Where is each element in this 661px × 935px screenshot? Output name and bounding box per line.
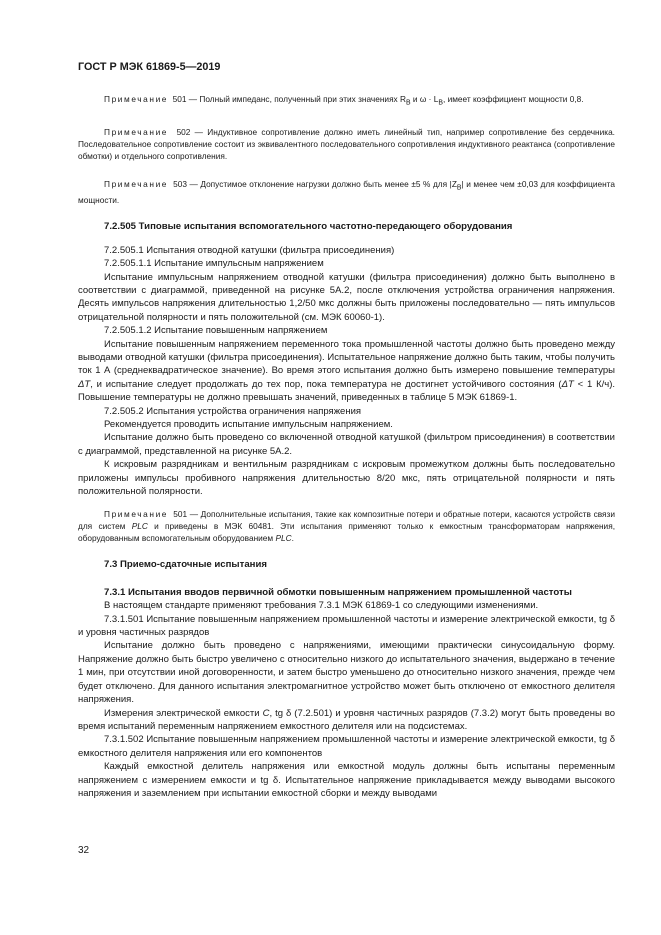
paragraph-recommendation: Рекомендуется проводить испытание импульсным напряжением. [104, 419, 393, 430]
note-503-tolerance: Примечание 503 — Допустимое отклонение нагрузки должно быть менее ±5 % для $|Z_B|$ и менее чем ±0,03 для коэффициента мощности. [78, 178, 615, 206]
note-501-additional-tests: Примечание 501 — Дополнительные испытания, такие как композитные потери и обратные потери, касаются устройств связи для систем PLC и приведены в МЭК 60481. Эти испытания применяют только к емкостным трансформаторам напряжения, оборудованным вспомогательным оборудованием PLC. [78, 509, 615, 544]
subsection-7-2-505-2: 7.2.505.2 Испытания устройства ограничения напряжения [104, 405, 362, 417]
paragraph-impulse-test: Испытание импульсным напряжением отводной катушки (фильтра присоединения) должно быть выполнено в соответствии с диаграммой, приведенной на рисунке 5А.2, после отключения устройства ограничения напряжения. Десять импульсов напряжения длительностью 1,2/50 мкс должны быть приложены последовательно — пять импульсов отрицательной полярности и пять положительной (см. МЭК 60060-1). [78, 271, 615, 323]
section-heading-7-2-505: 7.2.505 Типовые испытания вспомогательного частотно-передающего оборудования [104, 221, 513, 233]
note-label: Примечание [104, 126, 169, 137]
paragraph-test-conditions: Испытание должно быть проведено со включенной отводной катушкой (фильтром присоединения) в соответствии с диаграммой, представленной на рисунке 5А.2. [78, 432, 615, 457]
section-heading-7-3: 7.3 Приемо-сдаточные испытания [104, 559, 267, 571]
page-header: ГОСТ Р МЭК 61869-5—2019 [78, 61, 221, 73]
page-number: 32 [78, 845, 90, 856]
note-label: Примечание [104, 94, 169, 104]
paragraph-divider-test: Каждый емкостной делитель напряжения или емкостной модуль должны быть испытаны переменным напряжением с измерением емкости и tg δ. Испытательное напряжение прикладывается между выводами высокого напряжения и заземлением при испытании емкостной сборки и между выводами [78, 761, 615, 799]
note-501-impedance: Примечание 501 — Полный импеданс, полученный при этих значениях $R_B$ и $\omega \cdot L_B$, имеет коэффициент мощности 0,8. [104, 94, 584, 107]
note-label: Примечание [104, 178, 169, 189]
paragraph-capacitance-measurement: Измерения электрической емкости C, tg δ (7.2.501) и уровня частичных разрядов (7.3.2) могут быть проведены во время испытаний переменным напряжением емкостного делителя или на подсистемах. [78, 707, 615, 732]
paragraph-spark-gaps: К искровым разрядникам и вентильным разрядникам с искровым промежутком должны быть последовательно приложены импульсы пробивного напряжения длительностью 8/20 мкс, пять отрицательной полярности и пять положительной полярности. [78, 459, 615, 498]
paragraph-requirements: В настоящем стандарте применяют требования 7.3.1 МЭК 61869-1 со следующими изменениями. [104, 600, 539, 612]
subsection-7-2-505-1-1: 7.2.505.1.1 Испытание импульсным напряжением [104, 258, 324, 270]
subsection-7-2-505-1-2: 7.2.505.1.2 Испытание повышенным напряжением [104, 325, 328, 337]
subsection-7-3-1-501: 7.3.1.501 Испытание повышенным напряжением промышленной частоты и измерение электрической емкости, tg δ и уровня частичных разрядов [78, 613, 615, 639]
paragraph-sinusoidal-test: Испытание должно быть проведено с напряжениями, имеющими практически синусоидальную форму. Напряжение должно быть быстро увеличено с относительно низкого до испытательного значения, выдержано в течение 1 мин, при отсутствии иной договоренности, и затем быстро уменьшено до относительно низкого значения, прежде чем будет отключено. Для данного испытания электромагнитное устройство может быть отключено от емкостного делителя напряжения. [78, 640, 615, 706]
subsection-7-3-1-502: 7.3.1.502 Испытание повышенным напряжением промышленной частоты и измерение электрической емкости, tg δ емкостного делителя напряжения или его компонентов [78, 734, 615, 759]
section-heading-7-3-1: 7.3.1 Испытания вводов первичной обмотки повышенным напряжением промышленной частоты [104, 586, 572, 598]
note-label: Примечание [104, 509, 169, 520]
note-502-inductive: Примечание 502 — Индуктивное сопротивление должно иметь линейный тип, например сопротивление без сердечника. Последовательное сопротивление состоит из эквивалентного последовательного сопротивления индуктивного реактанса (сопротивление обмотки) и отдельного сопротивления. [78, 126, 615, 161]
page-content [78, 93, 615, 800]
paragraph-overvoltage-test: Испытание повышенным напряжением переменного тока промышленной частоты должно быть проведено между выводами отводной катушки (фильтра присоединения). Испытательное напряжение должно быть таким, чтобы получить ток 1 А (среднеквадратическое значение). Во время этого испытания должно быть измерено повышение температуры ΔT, и испытание следует продолжать до тех пор, пока температура не достигнет устойчивого состояния (ΔT < 1 К/ч). Повышение температуры не должно превышать значений, приведенных в таблице 5 МЭК 61869-1. [78, 338, 615, 404]
subsection-7-2-505-1: 7.2.505.1 Испытания отводной катушки (фильтра присоединения) [104, 244, 395, 256]
